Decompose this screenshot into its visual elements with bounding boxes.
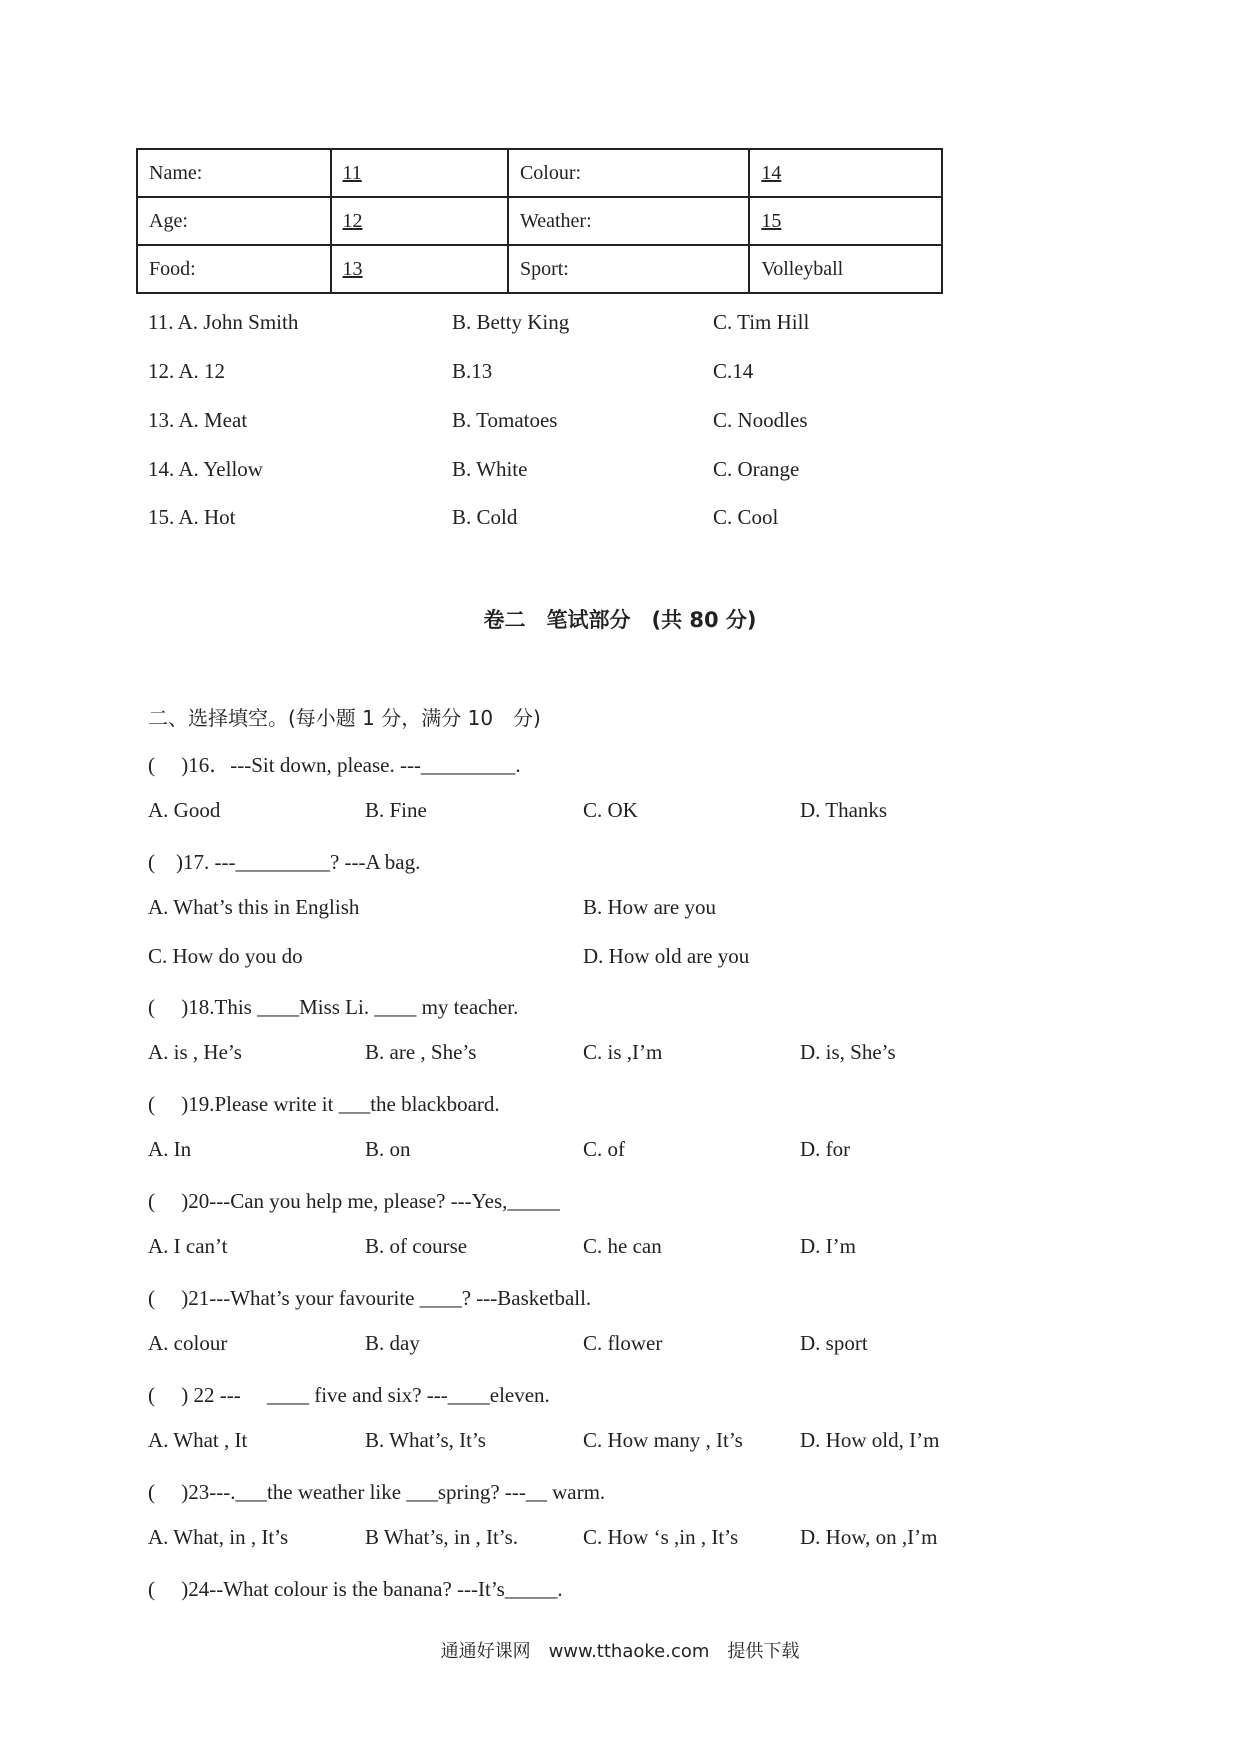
info-blank-text: 11 [342, 161, 362, 184]
info-blank [749, 245, 942, 293]
option-text: B. Tomatoes [452, 408, 558, 432]
answer-option: C. he can [583, 1234, 662, 1258]
info-row [137, 245, 942, 293]
info-label [508, 245, 749, 293]
option-text: C. Orange [713, 457, 800, 481]
info-blank [331, 245, 508, 293]
answer-option: C. How do you do [148, 944, 303, 968]
info-blank-text: 12 [342, 209, 363, 232]
answer-option: B. day [365, 1331, 420, 1355]
info-label [508, 149, 749, 197]
answer-option: D. How, on ,I’m [800, 1525, 938, 1549]
option-text: 12. A. 12 [148, 359, 226, 383]
question-stem: ( )23---.___the weather like ___spring? ---__ warm. [148, 1480, 606, 1504]
question-stem: ( )16．---Sit down, please. ---_________. [148, 753, 521, 777]
answer-option: B. are , She’s [365, 1040, 477, 1064]
listening-option-row [0, 359, 1240, 389]
option-text: B. White [452, 457, 528, 481]
section-title: 卷二 笔试部分 (共 80 分) [483, 608, 757, 632]
answer-option: D. for [800, 1137, 851, 1161]
answer-option: A. What , It [148, 1428, 248, 1452]
info-label-text: Food: [149, 257, 196, 280]
answer-option: D. How old are you [583, 944, 750, 968]
option-text: C. Cool [713, 505, 779, 529]
answer-option: C. How many , It’s [583, 1428, 743, 1452]
info-label [137, 245, 331, 293]
question-stem: ( )19.Please write it ___the blackboard. [148, 1092, 500, 1116]
info-label [137, 149, 331, 197]
info-row [137, 197, 942, 245]
listening-option-row [0, 310, 1240, 340]
answer-option: B. Fine [365, 798, 427, 822]
answer-option: B. on [365, 1137, 411, 1161]
option-text: C. Tim Hill [713, 310, 810, 334]
option-text: 11. A. John Smith [148, 310, 299, 334]
answer-option: B What’s, in , It’s. [365, 1525, 519, 1549]
answer-option: A. colour [148, 1331, 228, 1355]
question-stem: ( )17. ---_________? ---A bag. [148, 850, 421, 874]
answer-option: A. What’s this in English [148, 895, 360, 919]
info-label [137, 197, 331, 245]
answer-option: B. How are you [583, 895, 716, 919]
answer-option: A. What, in , It’s [148, 1525, 289, 1549]
answer-option: D. I’m [800, 1234, 856, 1258]
answer-option: A. is , He’s [148, 1040, 242, 1064]
info-blank-text: Volleyball [761, 257, 844, 280]
answer-option: D. is, She’s [800, 1040, 896, 1064]
info-blank [749, 149, 942, 197]
option-text: B. Betty King [452, 310, 570, 334]
option-text: C. Noodles [713, 408, 808, 432]
info-label-text: Weather: [519, 209, 592, 232]
info-blank [331, 149, 508, 197]
info-label-text: Name: [149, 161, 203, 184]
footer: 通通好课网 www.tthaoke.com 提供下载 [440, 1641, 800, 1662]
answer-option: A. I can’t [148, 1234, 228, 1258]
option-text: B.13 [452, 359, 493, 383]
listening-option-row [0, 457, 1240, 487]
question-stem: ( )18.This ____Miss Li. ____ my teacher. [148, 995, 519, 1019]
listening-option-row [0, 505, 1240, 535]
info-label-text: Age: [149, 209, 188, 232]
option-text: 14. A. Yellow [148, 457, 263, 481]
info-table [136, 148, 943, 294]
answer-option: B. of course [365, 1234, 468, 1258]
info-row [137, 149, 942, 197]
answer-option: D. How old, I’m [800, 1428, 940, 1452]
answer-option: A. Good [148, 798, 221, 822]
info-blank-text: 13 [342, 257, 363, 280]
info-label-text: Sport: [519, 257, 569, 280]
info-label [508, 197, 749, 245]
info-blank-text: 15 [761, 209, 782, 232]
option-text: 13. A. Meat [148, 408, 248, 432]
question-stem: ( )21---What’s your favourite ____? ---Basketball. [148, 1286, 592, 1310]
question-stem: ( )20---Can you help me, please? ---Yes,_____ [148, 1189, 560, 1213]
answer-option: C. of [583, 1137, 625, 1161]
info-blank [749, 197, 942, 245]
answer-option: C. is ,I’m [583, 1040, 663, 1064]
info-blank-text: 14 [761, 161, 782, 184]
answer-option: D. Thanks [800, 798, 888, 822]
option-text: B. Cold [452, 505, 518, 529]
answer-option: C. flower [583, 1331, 663, 1355]
answer-option: A. In [148, 1137, 192, 1161]
answer-option: C. How ‘s ,in , It’s [583, 1525, 739, 1549]
section-heading: 二、选择填空。(每小题 1 分，满分 10 分) [148, 706, 541, 730]
info-label-text: Colour: [519, 161, 582, 184]
info-blank [331, 197, 508, 245]
option-text: C.14 [713, 359, 754, 383]
answer-option: C. OK [583, 798, 638, 822]
option-text: 15. A. Hot [148, 505, 236, 529]
question-stem: ( ) 22 --- ____ five and six? ---____eleven. [148, 1383, 550, 1407]
answer-option: D. sport [800, 1331, 868, 1355]
question-stem: ( )24--What colour is the banana? ---It’s_____. [148, 1577, 563, 1601]
listening-option-row [0, 408, 1240, 438]
answer-option: B. What’s, It’s [365, 1428, 486, 1452]
